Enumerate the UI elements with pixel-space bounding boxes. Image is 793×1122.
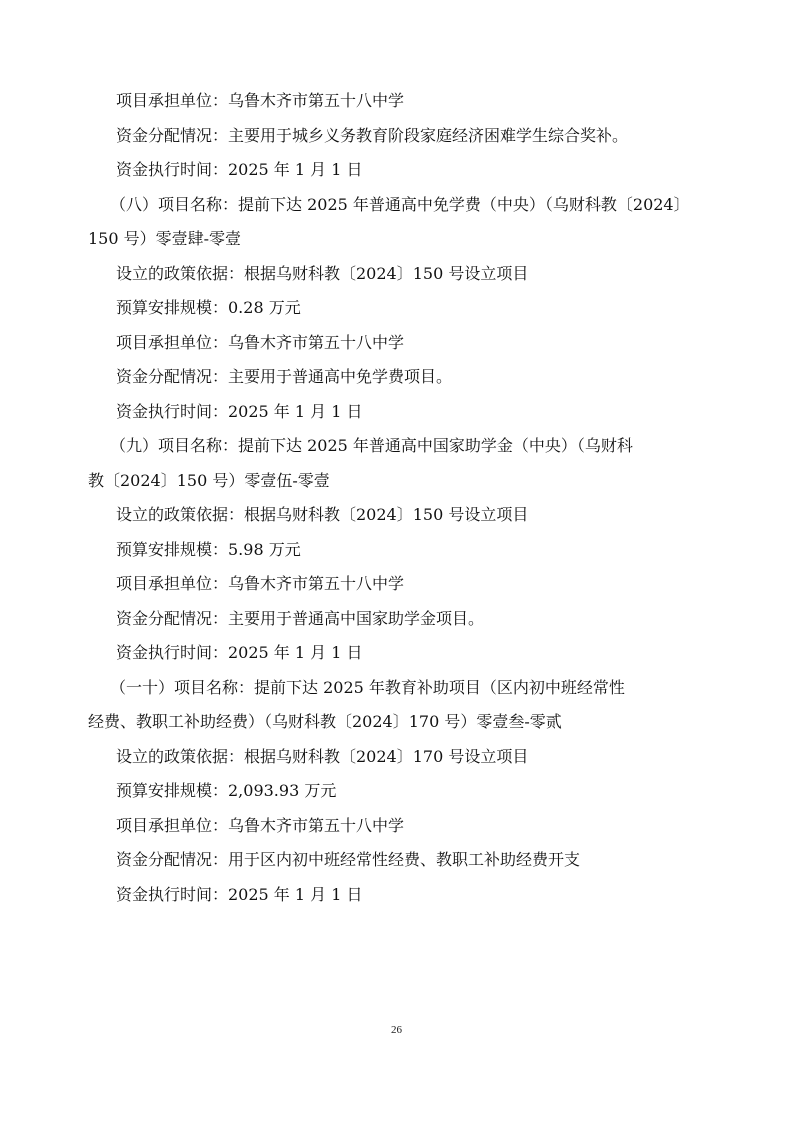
section-heading: （八）项目名称：提前下达 2025 年普通高中免学费（中央）（乌财科教〔2024〕: [110, 194, 690, 214]
section-heading: （九）项目名称：提前下达 2025 年普通高中国家助学金（中央）（乌财科: [110, 436, 633, 455]
text-line: 设立的政策依据：根据乌财科教〔2024〕150 号设立项目: [116, 505, 529, 524]
text-line: 预算安排规模：2,093.93 万元: [116, 781, 337, 800]
text-line: 资金分配情况：主要用于城乡义务教育阶段家庭经济困难学生综合奖补。: [116, 125, 629, 145]
section-heading-continued: 教〔2024〕150 号）零壹伍-零壹: [88, 470, 330, 490]
document-body: [88, 84, 708, 912]
text-line: 资金执行时间：2025 年 1 月 1 日: [116, 884, 363, 904]
text-line: 项目承担单位：乌鲁木齐市第五十八中学: [116, 574, 405, 593]
text-line: 资金分配情况：用于区内初中班经常性经费、教职工补助经费开支: [116, 850, 581, 869]
text-line: 预算安排规模：0.28 万元: [116, 298, 301, 317]
text-line: 资金分配情况：主要用于普通高中国家助学金项目。: [116, 608, 485, 628]
section-heading: （一十）项目名称：提前下达 2025 年教育补助项目（区内初中班经常性: [110, 677, 625, 697]
page-number: 26: [391, 1024, 402, 1036]
text-line: 设立的政策依据：根据乌财科教〔2024〕150 号设立项目: [116, 263, 529, 283]
text-line: 资金分配情况：主要用于普通高中免学费项目。: [116, 367, 453, 386]
text-line: 资金执行时间：2025 年 1 月 1 日: [116, 160, 363, 179]
text-line: 项目承担单位：乌鲁木齐市第五十八中学: [116, 91, 405, 110]
text-line: 资金执行时间：2025 年 1 月 1 日: [116, 401, 363, 421]
text-line: 设立的政策依据：根据乌财科教〔2024〕170 号设立项目: [116, 746, 529, 766]
section-heading-continued: 经费、教职工补助经费）（乌财科教〔2024〕170 号）零壹叁-零贰: [88, 712, 562, 731]
text-line: 项目承担单位：乌鲁木齐市第五十八中学: [116, 332, 405, 352]
text-line: 项目承担单位：乌鲁木齐市第五十八中学: [116, 815, 405, 835]
text-line: 预算安排规模：5.98 万元: [116, 539, 301, 559]
section-heading-continued: 150 号）零壹肆-零壹: [88, 229, 242, 248]
text-line: 资金执行时间：2025 年 1 月 1 日: [116, 643, 363, 662]
